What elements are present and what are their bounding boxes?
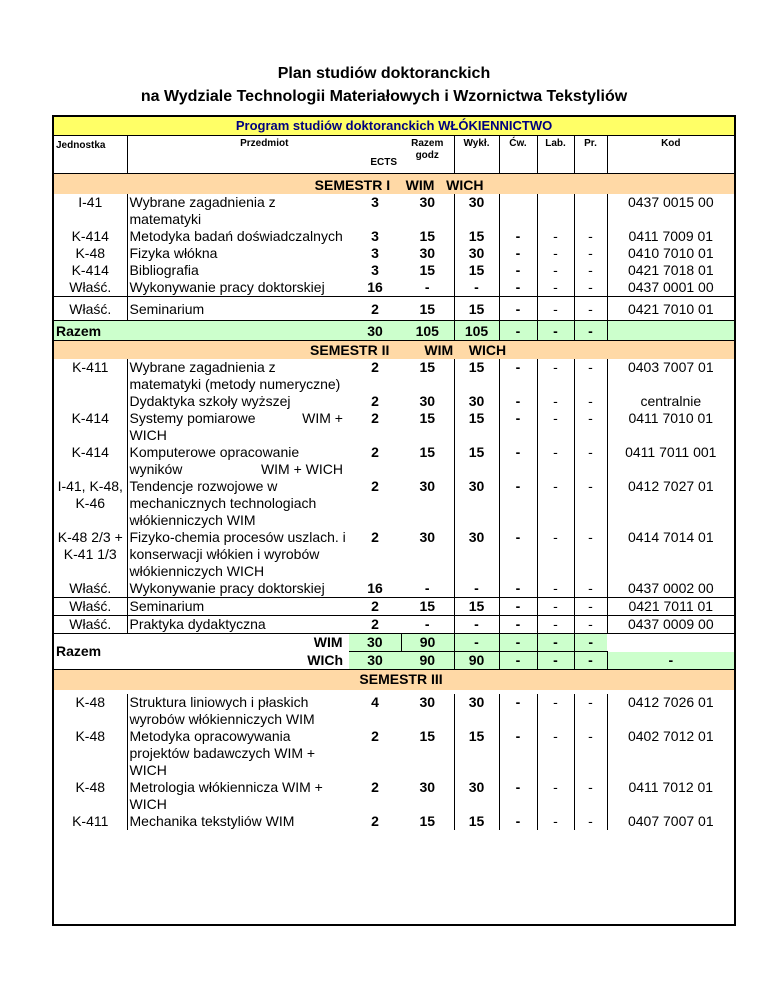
sum-ects-value: 30 bbox=[367, 652, 383, 668]
wykl-cell: 30 bbox=[454, 245, 499, 262]
kod-cell: 0411 7009 01 bbox=[607, 228, 734, 245]
kod-cell: 0421 7018 01 bbox=[607, 262, 734, 279]
table-row bbox=[54, 580, 734, 598]
wykl-cell: 15 bbox=[454, 262, 499, 279]
table-row bbox=[54, 444, 734, 478]
subject-cell bbox=[127, 393, 349, 444]
subject-line-text: wyników bbox=[129, 461, 183, 477]
sum-kod: - bbox=[574, 634, 607, 652]
wykl-cell bbox=[454, 393, 499, 444]
semester-2-label: SEMESTR II bbox=[310, 342, 390, 358]
ects-cell: 16 bbox=[349, 279, 401, 297]
lab-cell: - bbox=[537, 478, 574, 529]
document-title bbox=[0, 62, 768, 108]
razem-cell: 15 bbox=[401, 297, 454, 321]
table-row bbox=[54, 598, 734, 616]
razem-cell: 30 bbox=[419, 779, 436, 795]
wykl-cell: 15 bbox=[454, 813, 499, 830]
pr-cell: - bbox=[574, 262, 607, 279]
unit-cell: K-414 bbox=[71, 444, 109, 460]
pr-cell: - bbox=[574, 444, 607, 478]
cw-cell bbox=[499, 393, 537, 444]
subject-cell: Seminarium bbox=[127, 297, 349, 321]
unit-cell: K-414 bbox=[71, 228, 109, 244]
kod-cell: 0407 7007 01 bbox=[607, 813, 734, 830]
kod-cell: 0421 7011 01 bbox=[607, 598, 734, 616]
wykl-cell: - bbox=[454, 580, 499, 598]
sum-wykl: 105 bbox=[454, 321, 499, 341]
razem-cell: 15 bbox=[419, 444, 436, 460]
subject-cell: Struktura liniowych i płaskich wyrobów włókienniczych WIM bbox=[127, 694, 349, 728]
unit-cell: K-414 bbox=[71, 410, 109, 426]
unit-cell: K-48 bbox=[75, 728, 106, 744]
unit-cell: K-411 bbox=[72, 813, 109, 829]
program-title-row bbox=[54, 117, 734, 136]
razem-cell: 30 bbox=[419, 194, 436, 210]
lab-cell: - bbox=[537, 598, 574, 616]
sum-ects bbox=[313, 634, 401, 652]
lab-cell: - bbox=[537, 779, 574, 813]
unit-cell: Właść. bbox=[54, 297, 127, 321]
header-cw: Ćw. bbox=[499, 136, 537, 174]
sum-lab: - bbox=[537, 652, 574, 670]
semester-1-header bbox=[54, 174, 734, 195]
sum-lab: - bbox=[499, 634, 537, 652]
pr-cell: - bbox=[574, 228, 607, 245]
unit-cell: K-48 bbox=[75, 779, 106, 795]
header-lab: Lab. bbox=[537, 136, 574, 174]
sum-ects bbox=[307, 652, 401, 670]
table-row bbox=[54, 529, 734, 580]
cw-value: - bbox=[515, 393, 521, 409]
sum-lab: - bbox=[537, 321, 574, 341]
semester-1-wim: WIM bbox=[405, 177, 435, 193]
razem-cell: 15 bbox=[419, 359, 436, 375]
lab-cell: - bbox=[537, 228, 574, 245]
unit-cell: Właść. bbox=[54, 616, 127, 634]
wykl-cell: 15 bbox=[454, 728, 499, 779]
header-przedmiot bbox=[127, 136, 401, 174]
wykl-value: 15 bbox=[468, 410, 485, 426]
pr-cell: - bbox=[574, 616, 607, 634]
header-pr: Pr. bbox=[574, 136, 607, 174]
unit-cell: Właść. bbox=[54, 279, 127, 297]
ects-cell: 2 bbox=[371, 444, 379, 460]
kod-cell: 0437 0002 00 bbox=[607, 580, 734, 598]
semester-2-header bbox=[54, 341, 734, 360]
wykl-cell: 15 bbox=[454, 359, 499, 393]
kod-cell: 0411 7011 001 bbox=[607, 444, 734, 478]
razem-cell: 15 bbox=[419, 813, 436, 829]
table-row bbox=[54, 728, 734, 779]
table-row bbox=[54, 194, 734, 228]
lab-cell: - bbox=[537, 616, 574, 634]
pr-cell: - bbox=[574, 279, 607, 297]
unit-cell: K-48 2/3 + K-41 1/3 bbox=[57, 529, 123, 562]
lab-cell: - bbox=[537, 297, 574, 321]
unit-cell: Właść. bbox=[54, 580, 127, 598]
kod-value: 0411 7010 01 bbox=[628, 410, 714, 426]
sum-label-cell bbox=[54, 634, 349, 670]
kod-cell bbox=[607, 393, 734, 444]
pr-cell: - bbox=[574, 580, 607, 598]
lab-cell: - bbox=[537, 813, 574, 830]
kod-cell: 0402 7012 01 bbox=[607, 728, 734, 779]
razem-value: 15 bbox=[419, 410, 436, 426]
subject-cell: Metrologia włókiennicza WIM + WICH bbox=[127, 779, 349, 813]
sum-kod bbox=[607, 321, 734, 341]
kod-cell: 0410 7010 01 bbox=[607, 245, 734, 262]
subject-cell: Praktyka dydaktyczna bbox=[127, 616, 349, 634]
kod-cell: 0437 0009 00 bbox=[607, 616, 734, 634]
wykl-cell: 15 bbox=[454, 598, 499, 616]
razem-cell: 15 bbox=[419, 228, 436, 244]
sum-ects-value: 30 bbox=[366, 634, 383, 650]
lab-cell bbox=[537, 194, 574, 228]
table-row bbox=[54, 245, 734, 262]
wykl-cell: 30 bbox=[454, 779, 499, 813]
subject-cell bbox=[127, 444, 349, 478]
pr-cell: - bbox=[574, 359, 607, 393]
ects-cell bbox=[349, 393, 401, 444]
cw-cell: - bbox=[499, 779, 537, 813]
subject-line bbox=[130, 461, 348, 478]
semester-1-wich: WICH bbox=[446, 177, 484, 193]
ects-cell: 3 bbox=[371, 262, 379, 278]
subject-cell: Bibliografia bbox=[127, 262, 349, 279]
lab-cell: - bbox=[537, 245, 574, 262]
razem-cell: 30 bbox=[419, 245, 436, 261]
pr-value: - bbox=[588, 410, 593, 426]
wykl-cell: 15 bbox=[454, 444, 499, 478]
lab-cell: - bbox=[537, 694, 574, 728]
cw-cell: - bbox=[499, 813, 537, 830]
sum-label: Razem bbox=[54, 321, 349, 341]
ects-cell: 2 bbox=[371, 359, 379, 375]
wykl-cell: 30 bbox=[454, 529, 499, 580]
sum-wykl: 90 bbox=[454, 652, 499, 670]
kod-cell: 0414 7014 01 bbox=[607, 529, 734, 580]
table-row bbox=[54, 393, 734, 444]
subject-cell: Wykonywanie pracy doktorskiej bbox=[127, 279, 349, 297]
subject-cell: Tendencje rozwojowe w mechanicznych technologiach włókienniczych WIM bbox=[127, 478, 349, 529]
lab-cell: - bbox=[537, 279, 574, 297]
kod-cell: 0437 0001 00 bbox=[607, 279, 734, 297]
subject-tag: WIM + bbox=[302, 410, 343, 426]
wykl-cell: 30 bbox=[454, 478, 499, 529]
sum-cw: - bbox=[499, 321, 537, 341]
subject-line: Dydaktyka szkoły wyższej bbox=[129, 393, 291, 409]
subject-cell: Metodyka badań doświadczalnych bbox=[127, 228, 349, 245]
wykl-cell: 30 bbox=[454, 194, 499, 228]
ects-cell: 2 bbox=[371, 478, 379, 494]
cw-cell: - bbox=[499, 444, 537, 478]
lab-cell: - bbox=[537, 262, 574, 279]
lab-cell: - bbox=[537, 728, 574, 779]
program-title: Program studiów doktoranckich WŁÓKIENNICTWO bbox=[54, 117, 734, 136]
sum-pr: - bbox=[537, 634, 574, 652]
semester-2-wich: WICH bbox=[468, 342, 507, 358]
sum-cw: - bbox=[454, 634, 499, 652]
ects-value: 2 bbox=[371, 410, 379, 426]
pr-cell: - bbox=[574, 297, 607, 321]
sum-wykl: 90 bbox=[401, 634, 454, 652]
pr-cell bbox=[574, 194, 607, 228]
sum-tag-wich: WICh bbox=[307, 652, 343, 668]
header-ects: ECTS bbox=[370, 157, 397, 168]
table-row bbox=[54, 297, 734, 321]
unit-cell: K-411 bbox=[72, 359, 109, 375]
subject-line bbox=[130, 410, 348, 427]
sum-pr: - bbox=[574, 652, 607, 670]
unit-cell: K-48 bbox=[75, 245, 106, 261]
table-row bbox=[54, 813, 734, 830]
razem-value: 30 bbox=[419, 393, 436, 409]
pr-value: - bbox=[588, 393, 593, 409]
ects-cell: 3 bbox=[371, 228, 379, 244]
kod-cell: 0421 7010 01 bbox=[607, 297, 734, 321]
table-row bbox=[54, 279, 734, 297]
subject-tag: WIM + WICH bbox=[260, 461, 343, 477]
unit-cell: I-41 bbox=[78, 194, 103, 210]
semester-2-sum-row-wim bbox=[54, 634, 734, 652]
ects-cell: 2 bbox=[371, 779, 379, 795]
cw-cell: - bbox=[499, 694, 537, 728]
razem-cell bbox=[401, 393, 454, 444]
pr-cell: - bbox=[574, 779, 607, 813]
subject-cell: Metodyka opracowywania projektów badawczych WIM + WICH bbox=[127, 728, 349, 779]
kod-cell: 0403 7007 01 bbox=[607, 359, 734, 393]
ects-cell: 2 bbox=[371, 529, 379, 545]
cw-cell: - bbox=[499, 598, 537, 616]
pr-cell: - bbox=[574, 694, 607, 728]
header-razem-line2: godz bbox=[415, 150, 439, 161]
table-row bbox=[54, 359, 734, 393]
ects-value: 2 bbox=[371, 393, 379, 409]
pr-cell: - bbox=[574, 478, 607, 529]
header-row bbox=[54, 136, 734, 174]
cw-cell: - bbox=[499, 478, 537, 529]
title-line-2: na Wydziale Technologii Materiałowych i Wzornictwa Tekstyliów bbox=[140, 88, 628, 105]
razem-cell: - bbox=[401, 580, 454, 598]
sum-razem: 90 bbox=[401, 652, 454, 670]
wykl-cell: - bbox=[454, 616, 499, 634]
semester-3-label: SEMESTR III bbox=[359, 671, 443, 687]
cw-cell: - bbox=[499, 297, 537, 321]
sum-razem: 105 bbox=[401, 321, 454, 341]
semester-1-sum-row bbox=[54, 321, 734, 341]
ects-cell: 2 bbox=[349, 598, 401, 616]
header-wykl: Wykł. bbox=[454, 136, 499, 174]
subject-cell: Wybrane zagadnienia z matematyki (metody numeryczne) bbox=[127, 359, 349, 393]
lab-cell: - bbox=[537, 444, 574, 478]
cw-cell: - bbox=[499, 616, 537, 634]
ects-cell: 2 bbox=[371, 813, 379, 829]
title-line-1: Plan studiów doktoranckich bbox=[277, 65, 491, 82]
lab-cell bbox=[537, 393, 574, 444]
subject-cell: Fizyko-chemia procesów uszlach. i konserwacji włókien i wyrobów włókienniczych WICH bbox=[127, 529, 349, 580]
header-kod: Kod bbox=[607, 136, 734, 174]
subject-cell: Wykonywanie pracy doktorskiej bbox=[127, 580, 349, 598]
lab-value: - bbox=[553, 393, 558, 409]
razem-cell: 30 bbox=[419, 529, 436, 545]
ects-cell: 3 bbox=[371, 194, 379, 210]
kod-cell: 0437 0015 00 bbox=[607, 194, 734, 228]
wykl-value: 30 bbox=[468, 393, 485, 409]
table-row bbox=[54, 478, 734, 529]
table-row bbox=[54, 694, 734, 728]
razem-cell: 30 bbox=[419, 694, 436, 710]
table-row bbox=[54, 779, 734, 813]
subject-cell: Mechanika tekstyliów WIM bbox=[127, 813, 349, 830]
kod-value: centralnie bbox=[640, 393, 702, 409]
kod-cell: 0412 7027 01 bbox=[607, 478, 734, 529]
subject-cell: Seminarium bbox=[127, 598, 349, 616]
table-row bbox=[54, 616, 734, 634]
sum-kod: - bbox=[607, 652, 734, 670]
header-jednostka: Jednostka bbox=[54, 136, 127, 174]
program-table bbox=[54, 117, 734, 830]
razem-cell: 15 bbox=[419, 262, 436, 278]
ects-cell: 2 bbox=[349, 616, 401, 634]
cw-cell: - bbox=[499, 245, 537, 262]
semester-3-header bbox=[54, 670, 734, 691]
wykl-cell: 30 bbox=[454, 694, 499, 728]
semester-2-wim: WIM bbox=[424, 342, 454, 358]
header-razem-line1: Razem bbox=[411, 138, 444, 149]
lab-cell: - bbox=[537, 529, 574, 580]
cw-cell: - bbox=[499, 228, 537, 245]
table-row bbox=[54, 228, 734, 245]
cw-cell: - bbox=[499, 279, 537, 297]
sum-cw: - bbox=[499, 652, 537, 670]
unit-cell: Właść. bbox=[54, 598, 127, 616]
cw-cell: - bbox=[499, 529, 537, 580]
razem-cell: - bbox=[401, 279, 454, 297]
program-table-frame bbox=[52, 115, 736, 926]
pr-cell: - bbox=[574, 245, 607, 262]
razem-cell: 15 bbox=[401, 598, 454, 616]
ects-cell: 16 bbox=[349, 580, 401, 598]
ects-cell: 3 bbox=[371, 245, 379, 261]
cw-value: - bbox=[515, 410, 521, 426]
pr-cell: - bbox=[574, 529, 607, 580]
razem-cell: - bbox=[401, 616, 454, 634]
pr-cell: - bbox=[574, 728, 607, 779]
pr-cell: - bbox=[574, 598, 607, 616]
razem-cell: 30 bbox=[419, 478, 436, 494]
ects-cell: 2 bbox=[349, 297, 401, 321]
ects-cell: 4 bbox=[371, 694, 379, 710]
cw-cell bbox=[499, 194, 537, 228]
sum-ects: 30 bbox=[349, 321, 401, 341]
unit-cell: K-48 bbox=[75, 694, 106, 710]
header-razem bbox=[401, 136, 454, 174]
lab-cell: - bbox=[537, 359, 574, 393]
razem-cell: 15 bbox=[419, 728, 436, 744]
unit-cell: K-414 bbox=[71, 262, 109, 278]
kod-cell: 0412 7026 01 bbox=[607, 694, 734, 728]
sum-tag-wim: WIM bbox=[313, 634, 343, 650]
cw-cell: - bbox=[499, 359, 537, 393]
subject-cell: Fizyka włókna bbox=[127, 245, 349, 262]
header-przedmiot-label: Przedmiot bbox=[240, 138, 289, 149]
wykl-cell: 15 bbox=[454, 297, 499, 321]
cw-cell: - bbox=[499, 580, 537, 598]
table-row bbox=[54, 262, 734, 279]
wykl-cell: 15 bbox=[454, 228, 499, 245]
kod-cell: 0411 7012 01 bbox=[607, 779, 734, 813]
ects-cell: 2 bbox=[371, 728, 379, 744]
semester-1-label: SEMESTR I bbox=[314, 177, 391, 193]
subject-cell: Wybrane zagadnienia z matematyki bbox=[127, 194, 349, 228]
subject-line: Komputerowe opracowanie bbox=[129, 444, 300, 460]
unit-cell: I-41, K-48, K-46 bbox=[57, 478, 123, 511]
sum-pr: - bbox=[574, 321, 607, 341]
sum-label: Razem bbox=[56, 643, 102, 659]
lab-value: - bbox=[553, 410, 558, 426]
subject-line-text: Systemy pomiarowe bbox=[129, 410, 256, 426]
wykl-cell: - bbox=[454, 279, 499, 297]
pr-cell bbox=[574, 393, 607, 444]
cw-cell: - bbox=[499, 728, 537, 779]
cw-cell: - bbox=[499, 262, 537, 279]
subject-line: WICH bbox=[129, 427, 167, 443]
pr-cell: - bbox=[574, 813, 607, 830]
lab-cell: - bbox=[537, 580, 574, 598]
